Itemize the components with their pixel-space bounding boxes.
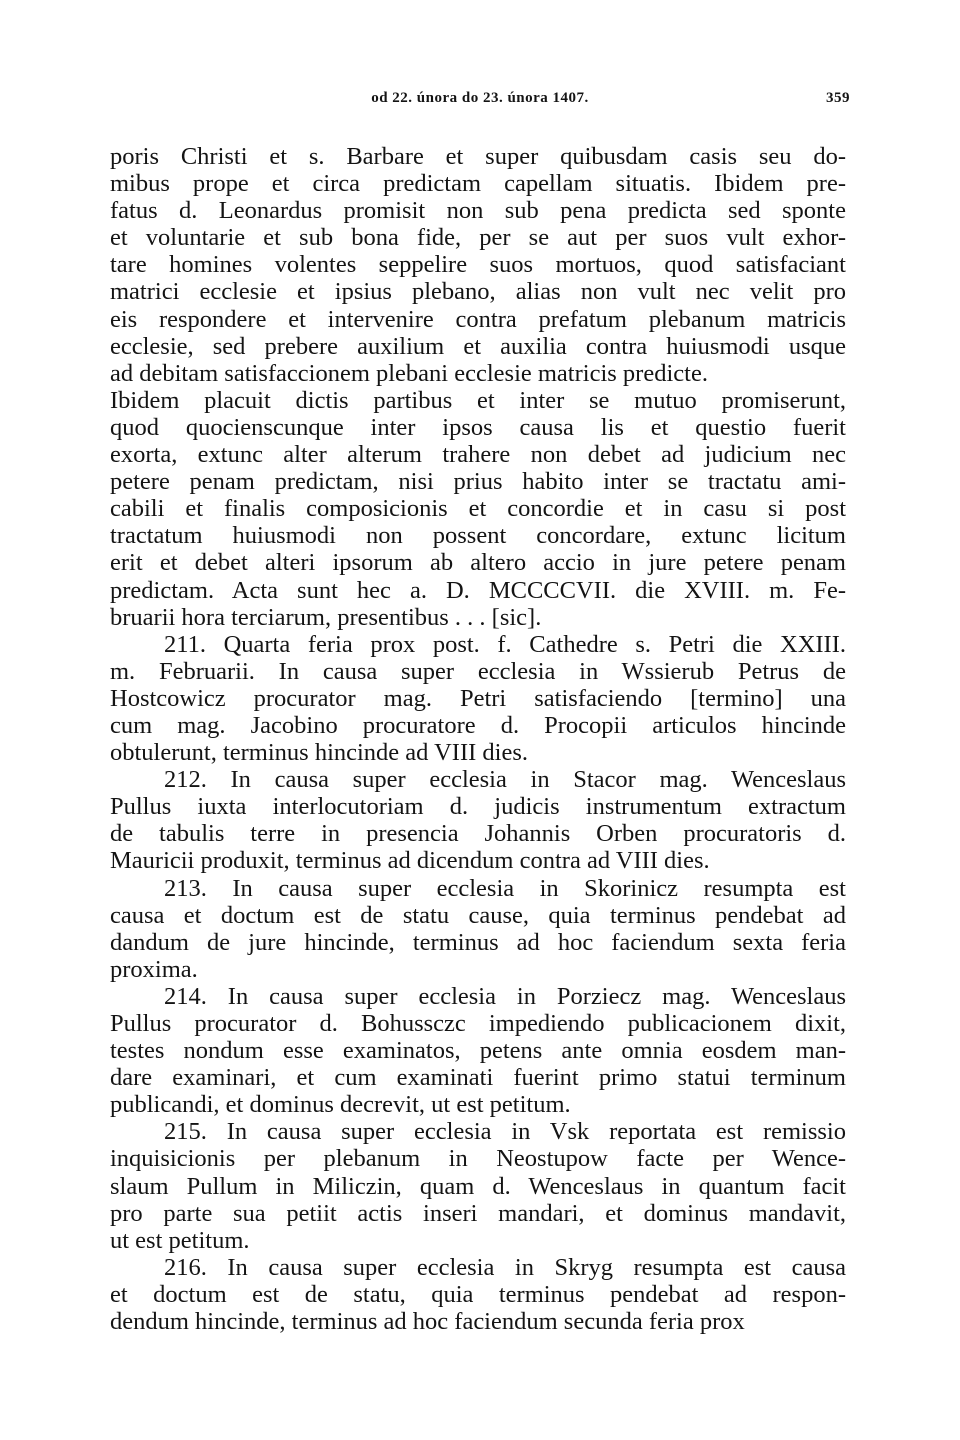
text-line: 214. In causa super ecclesia in Porziecz mag. Wenceslaus xyxy=(164,982,846,1010)
text-line: Mauricii produxit, terminus ad dicendum contra ad VIII dies. xyxy=(110,847,710,875)
text-line: 211. Quarta feria prox post. f. Cathedre s. Petri die XXIII. xyxy=(164,630,846,658)
text-line: Pullus iuxta interlocutoriam d. judicis instrumentum extractum xyxy=(110,793,846,821)
text-line: tractatum huiusmodi non possent concordare, extunc licitum xyxy=(110,522,846,550)
text-line: dandum de jure hincinde, terminus ad hoc faciendum sexta feria xyxy=(110,928,846,956)
running-header xyxy=(110,90,850,112)
text-line: obtulerunt, terminus hincinde ad VIII dies. xyxy=(110,739,528,767)
text-line: Hostcowicz procurator mag. Petri satisfaciendo [termino] una xyxy=(110,684,846,712)
text-line: testes nondum esse examinatos, petens ante omnia eosdem man- xyxy=(110,1037,846,1065)
text-line: ecclesie, sed prebere auxilium et auxilia contra huiusmodi usque xyxy=(110,332,846,360)
text-line: publicandi, et dominus decrevit, ut est petitum. xyxy=(110,1091,571,1119)
text-line: petere penam predictam, nisi prius habito inter se tractatu ami- xyxy=(110,468,846,496)
text-line: tare homines volentes seppelire suos mortuos, quod satisfaciant xyxy=(110,251,846,279)
text-line: Pullus procurator d. Bohussczc impediendo publicacionem dixit, xyxy=(110,1010,846,1037)
running-title: od 22. února do 23. února 1407. xyxy=(371,90,589,106)
text-line: proxima. xyxy=(110,955,198,983)
text-line: mibus prope et circa predictam capellam situatis. Ibidem pre- xyxy=(110,170,846,198)
text-line: et doctum est de statu, quia terminus pendebat ad respon- xyxy=(110,1280,846,1308)
text-line: quod quocienscunque inter ipsos causa lis et questio fuerit xyxy=(110,413,846,441)
text-line: dendum hincinde, terminus ad hoc faciendum secunda feria prox xyxy=(110,1308,745,1336)
body-text xyxy=(110,143,846,1335)
text-line: m. Februarii. In causa super ecclesia in Wssierub Petrus de xyxy=(110,657,846,685)
text-line: fatus d. Leonardus promisit non sub pena predicta sed sponte xyxy=(110,197,846,225)
text-line: dare examinari, et cum examinati fuerint primo statui terminum xyxy=(110,1064,846,1092)
text-line: cum mag. Jacobino procuratore d. Procopii articulos hincinde xyxy=(110,711,846,739)
text-line: ad debitam satisfaccionem plebani ecclesie matricis predicte. xyxy=(110,359,708,387)
text-line: erit et debet alteri ipsorum ab altero accio in jure petere penam xyxy=(110,549,846,577)
text-line: causa et doctum est de statu cause, quia terminus pendebat ad xyxy=(110,901,846,929)
text-line: 213. In causa super ecclesia in Skorinicz resumpta est xyxy=(164,874,846,902)
text-line: eis respondere et intervenire contra prefatum plebanum matricis xyxy=(110,305,846,333)
text-line: slaum Pullum in Miliczin, quam d. Wenceslaus in quantum facit xyxy=(110,1172,846,1200)
text-line: matrici ecclesie et ipsius plebano, alias non vult nec velit pro xyxy=(110,278,846,306)
text-line: Ibidem placuit dictis partibus et inter se mutuo promiserunt, xyxy=(110,386,846,414)
text-line: ut est petitum. xyxy=(110,1226,250,1254)
page-number: 359 xyxy=(826,90,850,106)
text-line: et voluntarie et sub bona fide, per se aut per suos vult exhor- xyxy=(110,224,846,252)
text-line: 216. In causa super ecclesia in Skryg resumpta est causa xyxy=(164,1253,846,1281)
text-line: poris Christi et s. Barbare et super quibusdam casis seu do- xyxy=(110,143,846,170)
text-line: cabili et finalis composicionis et concordie et in casu si post xyxy=(110,495,846,523)
text-line: exorta, extunc alter alterum trahere non debet ad judicium nec xyxy=(110,441,846,469)
text-line: bruarii hora terciarum, presentibus . . . [sic]. xyxy=(110,603,542,631)
text-line: inquisicionis per plebanum in Neostupow facte per Wence- xyxy=(110,1145,846,1173)
text-line: 212. In causa super ecclesia in Stacor mag. Wenceslaus xyxy=(164,766,846,794)
text-line: de tabulis terre in presencia Johannis Orben procuratoris d. xyxy=(110,820,846,848)
text-line: predictam. Acta sunt hec a. D. MCCCCVII. die XVIII. m. Fe- xyxy=(110,576,846,604)
text-line: pro parte sua petiit actis inseri mandari, et dominus mandavit, xyxy=(110,1199,846,1227)
text-line: 215. In causa super ecclesia in Vsk reportata est remissio xyxy=(164,1118,846,1146)
